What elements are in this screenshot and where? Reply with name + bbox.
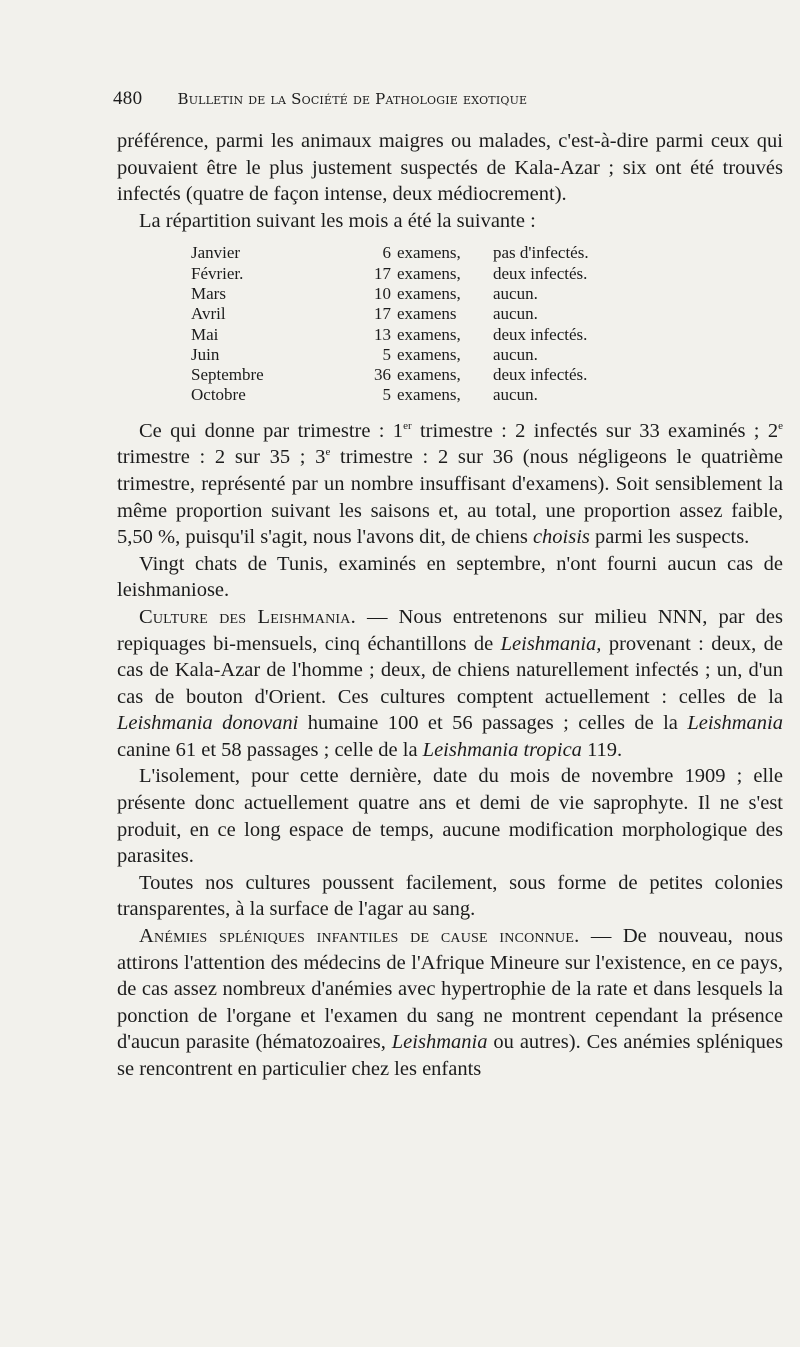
result-cell: deux infectés. [493, 324, 588, 344]
month-cell: Avril [191, 304, 226, 324]
month-cell: Juin [191, 344, 220, 364]
result-cell: aucun. [493, 283, 538, 303]
text-run: — Nous entretenons sur milieu NNN, par des repiquages bi-mensuels, cinq échantillons de [117, 605, 783, 655]
page-number: 480 [113, 88, 143, 109]
paragraph-anemies [117, 923, 783, 1083]
result-cell: aucun. [493, 304, 538, 324]
exam-cell: examens, [397, 365, 461, 385]
superscript: e [778, 419, 783, 432]
text-run: trimestre : 2 sur 36 (nous négligeons le quatrième trimestre, représenté par un nombre insuffisant d'examens). Soit sensiblement la même proportion suivant les saisons et, au total, une proportion assez faible, 5,50 %, puisqu'il s'agit, nous l'avons dit, de chiens [117, 446, 783, 549]
text-run: parmi les suspects. [589, 526, 750, 549]
paragraph-suspects: préférence, parmi les animaux maigres ou malades, c'est-à-dire parmi ceux qui pouvaient être le plus justement suspectés de Kala-Azar ; six ont été trouvés infectés (quatre de façon intense, deux médiocrement). [117, 130, 783, 206]
result-cell: deux infectés. [493, 365, 588, 385]
section-heading: Culture des Leishmania. [139, 605, 356, 628]
count-cell: 6 [382, 243, 391, 263]
running-header [113, 88, 673, 110]
exam-cell: examens, [397, 263, 461, 283]
text-run: trimestre : 2 sur 35 ; 3 [117, 446, 326, 469]
exam-cell: examens, [397, 283, 461, 303]
table-row [191, 243, 589, 263]
table-row [191, 345, 589, 365]
month-cell: Mars [191, 283, 226, 303]
month-cell: Février. [191, 263, 244, 283]
result-cell: deux infectés. [493, 263, 588, 283]
paragraph-isolement: L'isolement, pour cette dernière, date du mois de novembre 1909 ; elle présente donc actuellement quatre ans et demi de vie saprophyte. Il ne s'est produit, en ce long espace de temps, aucune modification morphologique des parasites. [117, 765, 783, 868]
count-cell: 17 [374, 263, 391, 283]
paragraph-repartition: La répartition suivant les mois a été la suivante : [139, 209, 536, 232]
count-cell: 17 [374, 304, 391, 324]
exam-cell: examens, [397, 344, 461, 364]
text-run: — De nouveau, nous attirons l'attention des médecins de l'Afrique Mineure sur l'existence, en ce pays, de cas assez nombreux d'anémies avec hypertrophie de la rate et dans lesquels la ponction de l'organe et l'examen du sang ne montrent cependant la présence d'aucun parasite (hématozoaires, [117, 925, 783, 1054]
exam-cell: examens, [397, 243, 461, 263]
table-row [191, 284, 589, 304]
exam-cell: examens, [397, 385, 461, 405]
paragraph-cultures: Toutes nos cultures poussent facilement, sous forme de petites colonies transparentes, à la surface de l'agar au sang. [117, 871, 783, 921]
article-body [117, 128, 783, 1083]
italic-term: choisis [532, 526, 590, 549]
italic-term: Leishmania donovani [117, 712, 299, 735]
count-cell: 5 [382, 344, 391, 364]
month-cell: Mai [191, 324, 219, 344]
superscript: er [403, 419, 412, 432]
count-cell: 13 [374, 324, 391, 344]
month-cell: Janvier [191, 243, 241, 263]
month-cell: Octobre [191, 385, 246, 405]
text-run: 119. [581, 738, 623, 761]
exam-cell: examens [397, 304, 457, 324]
text-run: provenant : deux, de cas de Kala-Azar de l'homme ; deux, de chiens naturellement infectés ; un, d'un cas de bouton d'Orient. Ces cultures comptent actuellement : celles de la [117, 632, 783, 708]
italic-term: Leishmania tropica [422, 738, 582, 761]
text-run: trimestre : 2 infectés sur 33 examinés ; 2 [411, 419, 779, 442]
superscript: e [325, 446, 331, 459]
paragraph-culture [117, 604, 783, 764]
table-row [191, 264, 589, 284]
table-row [191, 365, 589, 385]
paragraph-chats: Vingt chats de Tunis, examinés en septembre, n'ont fourni aucun cas de leishmaniose. [117, 552, 783, 602]
italic-term: Leishmania [687, 712, 783, 735]
table-row [191, 385, 589, 405]
result-cell: aucun. [493, 344, 538, 364]
text-run: humaine 100 et 56 passages ; celles de la [298, 712, 688, 735]
text-run: canine 61 et 58 passages ; celle de la [117, 738, 423, 761]
section-heading: Anémies spléniques infantiles de cause inconnue. [139, 925, 580, 948]
month-cell: Septembre [191, 365, 264, 385]
italic-term: Leishmania [391, 1031, 488, 1054]
table-row [191, 325, 589, 345]
count-cell: 36 [374, 365, 391, 385]
italic-term: Leishmania, [500, 632, 602, 655]
exam-cell: examens, [397, 324, 461, 344]
result-cell: pas d'infectés. [493, 243, 589, 263]
table-row [191, 304, 589, 324]
monthly-exam-table [191, 243, 589, 405]
count-cell: 5 [382, 385, 391, 405]
result-cell: aucun. [493, 385, 538, 405]
text-run: Ce qui donne par trimestre : 1 [139, 419, 404, 442]
running-title: Bulletin de la Société de Pathologie exotique [177, 90, 528, 108]
text-run: ou autres). Ces anémies spléniques se rencontrent en particulier chez les enfants [117, 1031, 783, 1080]
count-cell: 10 [374, 283, 391, 303]
paragraph-trimestre [117, 418, 783, 551]
